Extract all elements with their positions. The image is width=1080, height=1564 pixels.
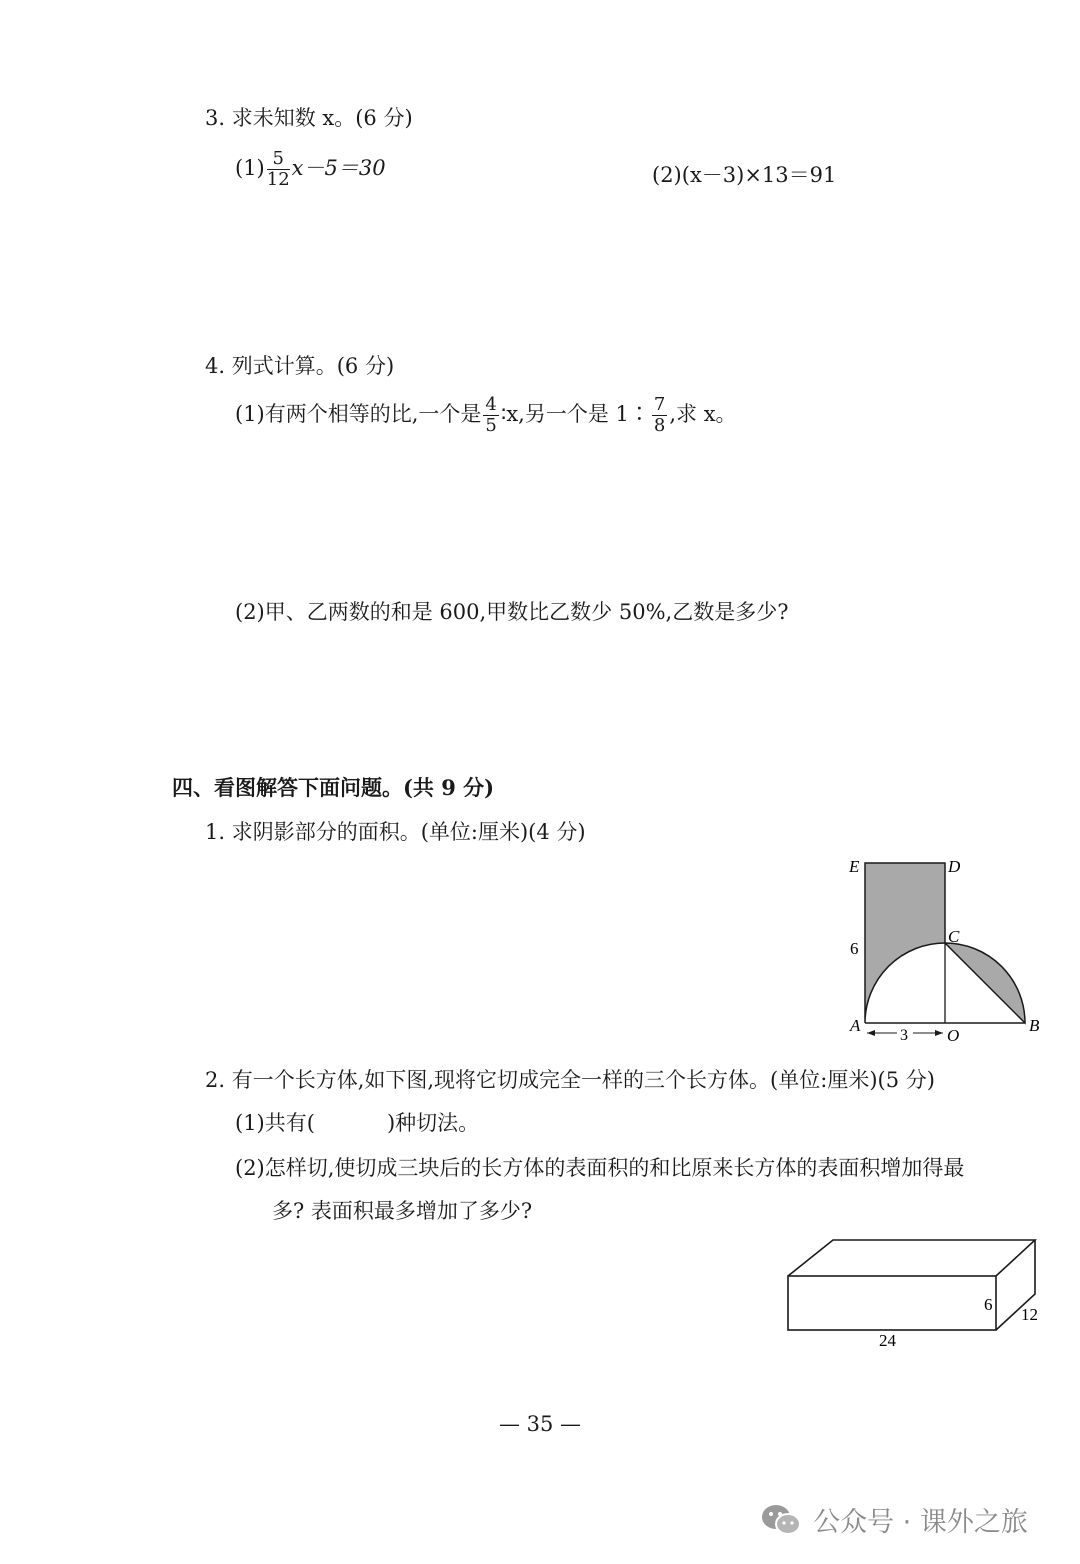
label-b: B bbox=[1029, 1016, 1040, 1035]
q4-fraction-1-num: 4 bbox=[485, 394, 497, 415]
arrow-left-icon bbox=[867, 1030, 875, 1036]
shaded-region-right bbox=[945, 943, 1025, 1023]
q3-title: 3. 求未知数 x。(6 分) bbox=[205, 106, 413, 130]
q4-title: 4. 列式计算。(6 分) bbox=[205, 354, 395, 378]
sec4-q2-part1-a: (1)共有( bbox=[235, 1111, 315, 1135]
watermark bbox=[760, 1500, 1028, 1539]
sec4-q2-part2-line2: 多? 表面积最多增加了多少? bbox=[272, 1199, 533, 1223]
page-number: — 35 — bbox=[498, 1412, 582, 1436]
q4-fraction-1 bbox=[483, 396, 498, 435]
label-d: D bbox=[948, 857, 961, 876]
q4-fraction-2-den: 8 bbox=[653, 415, 666, 436]
fig1-geometry bbox=[865, 863, 1025, 1041]
watermark-text: 公众号 · 课外之旅 bbox=[813, 1507, 1028, 1538]
label-c: C bbox=[948, 927, 960, 946]
label-height: 6 bbox=[984, 1295, 993, 1314]
sec4-q1: 1. 求阴影部分的面积。(单位:厘米)(4 分) bbox=[205, 820, 586, 844]
q3-part1-rest: x－5＝30 bbox=[291, 156, 386, 180]
label-e: E bbox=[849, 857, 860, 876]
cuboid-top-face bbox=[788, 1240, 1035, 1276]
label-six: 6 bbox=[850, 939, 859, 958]
label-a: A bbox=[850, 1016, 861, 1035]
q4-fraction-2-num: 7 bbox=[653, 394, 666, 415]
cuboid-edges bbox=[788, 1240, 1035, 1330]
q4-part2: (2)甲、乙两数的和是 600,甲数比乙数少 50%,乙数是多少? bbox=[235, 600, 789, 624]
q3-part1 bbox=[235, 150, 386, 189]
sec4-q2-part1-b: )种切法。 bbox=[386, 1111, 480, 1135]
label-length: 24 bbox=[879, 1331, 896, 1350]
figure-cuboid bbox=[780, 1230, 1060, 1360]
shaded-region-left bbox=[865, 863, 945, 1023]
q3-fraction-num: 5 bbox=[267, 150, 290, 170]
label-depth: 12 bbox=[1021, 1305, 1038, 1324]
wechat-icon bbox=[760, 1502, 802, 1538]
sec4-q2: 2. 有一个长方体,如下图,现将它切成完全一样的三个长方体。(单位:厘米)(5 分) bbox=[205, 1068, 935, 1092]
section4-title: 四、看图解答下面问题。(共 9 分) bbox=[172, 775, 495, 800]
q3-part1-prefix: (1) bbox=[235, 156, 265, 180]
q4-part1 bbox=[235, 396, 737, 435]
figure-shaded-area bbox=[835, 850, 1050, 1050]
q4-part1-a: (1)有两个相等的比,一个是 bbox=[235, 402, 482, 426]
label-o: O bbox=[947, 1026, 960, 1045]
q4-part1-c: ,求 x。 bbox=[669, 402, 737, 426]
cuboid-front-face bbox=[788, 1276, 996, 1330]
q3-fraction bbox=[267, 150, 290, 189]
q4-part1-b: ∶x,另一个是 1∶ bbox=[500, 402, 650, 426]
sec4-q2-part2-line1: (2)怎样切,使切成三块后的长方体的表面积的和比原来长方体的表面积增加得最 bbox=[235, 1156, 965, 1180]
q3-part2: (2)(x－3)×13＝91 bbox=[652, 163, 837, 187]
sec4-q2-part1 bbox=[235, 1107, 479, 1137]
label-three: 3 bbox=[900, 1027, 908, 1044]
q4-fraction-2 bbox=[652, 396, 667, 435]
q3-fraction-den: 12 bbox=[266, 169, 290, 190]
arrow-right-icon bbox=[935, 1030, 943, 1036]
q4-fraction-1-den: 5 bbox=[485, 415, 497, 436]
